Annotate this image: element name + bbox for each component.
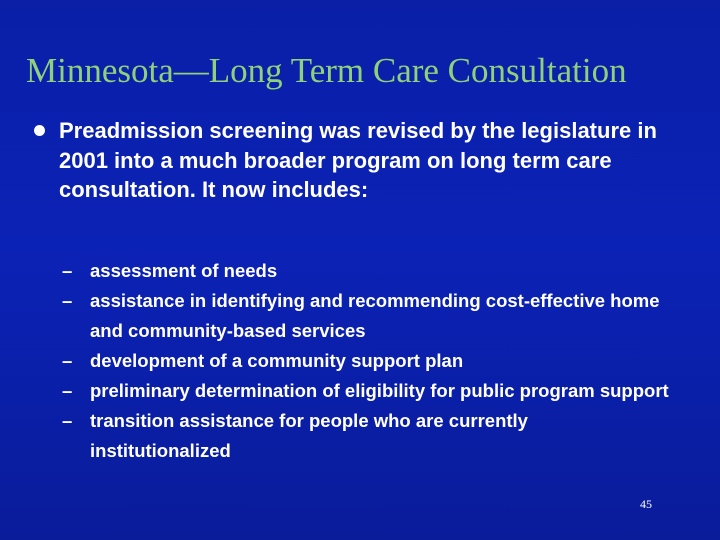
sub-bullet-item bbox=[62, 406, 670, 466]
sub-bullet-text: preliminary determination of eligibility for public program support bbox=[90, 380, 669, 401]
sub-bullet-item bbox=[62, 256, 670, 286]
dash-icon: – bbox=[62, 350, 73, 371]
page-number: 45 bbox=[640, 497, 652, 511]
bullet-dot-icon bbox=[34, 125, 45, 136]
sub-bullet-text: development of a community support plan bbox=[90, 350, 464, 371]
dash-icon: – bbox=[62, 260, 73, 281]
sub-bullet-text: assistance in identifying and recommending cost-effective home and community-based services bbox=[90, 290, 660, 341]
dash-icon: – bbox=[62, 290, 73, 311]
dash-icon: – bbox=[62, 410, 73, 431]
sub-bullet-text: transition assistance for people who are currently institutionalized bbox=[90, 410, 528, 461]
slide-title: Minnesota—Long Term Care Consultation bbox=[26, 51, 627, 90]
main-bullet-text: Preadmission screening was revised by the legislature in 2001 into a much broader program on long term care consultation. It now includes: bbox=[59, 118, 657, 203]
dash-icon: – bbox=[62, 380, 73, 401]
sub-bullet-item bbox=[62, 376, 670, 406]
main-bullet bbox=[30, 116, 670, 205]
sub-bullet-list bbox=[62, 256, 670, 466]
sub-bullet-item bbox=[62, 346, 670, 376]
sub-bullet-item bbox=[62, 286, 670, 346]
sub-bullet-text: assessment of needs bbox=[90, 260, 278, 281]
